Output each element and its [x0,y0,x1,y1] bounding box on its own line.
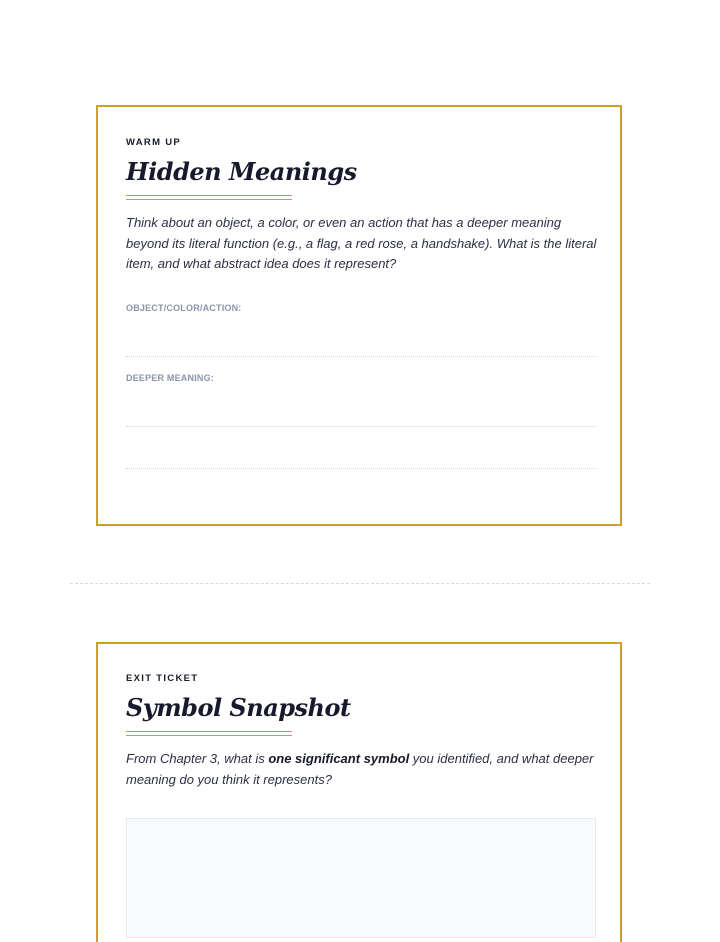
exit-ticket-title-underline [126,731,292,736]
warmup-title-underline [126,195,292,200]
meaning-field-label: DEEPER MEANING: [126,373,215,383]
warmup-title: Hidden Meanings [126,157,357,186]
exit-ticket-title: Symbol Snapshot [126,693,351,722]
exit-ticket-eyebrow: EXIT TICKET [126,673,199,684]
exit-ticket-prompt-emphasis: one significant symbol [268,751,410,766]
exit-ticket-answer-box[interactable] [126,818,596,938]
object-answer-line[interactable] [126,356,596,357]
exit-ticket-card [96,642,622,942]
object-field-label: OBJECT/COLOR/ACTION: [126,303,242,313]
page-break-divider [70,583,650,584]
warmup-prompt: Think about an object, a color, or even an action that has a deeper meaning beyond its literal function (e.g., a flag, a red rose, a handshake). What is the literal item, and what abstract idea does it represent? [126,215,597,271]
meaning-answer-line-1[interactable] [126,426,596,427]
exit-ticket-prompt [126,749,601,790]
warmup-eyebrow: WARM UP [126,137,182,148]
meaning-answer-line-2[interactable] [126,468,596,469]
exit-ticket-prompt-before: From Chapter 3, what is [126,751,269,766]
exit-ticket-prompt-after: you identified, and what deeper meaning do you think it represents? [126,751,594,787]
warmup-card [96,105,622,526]
